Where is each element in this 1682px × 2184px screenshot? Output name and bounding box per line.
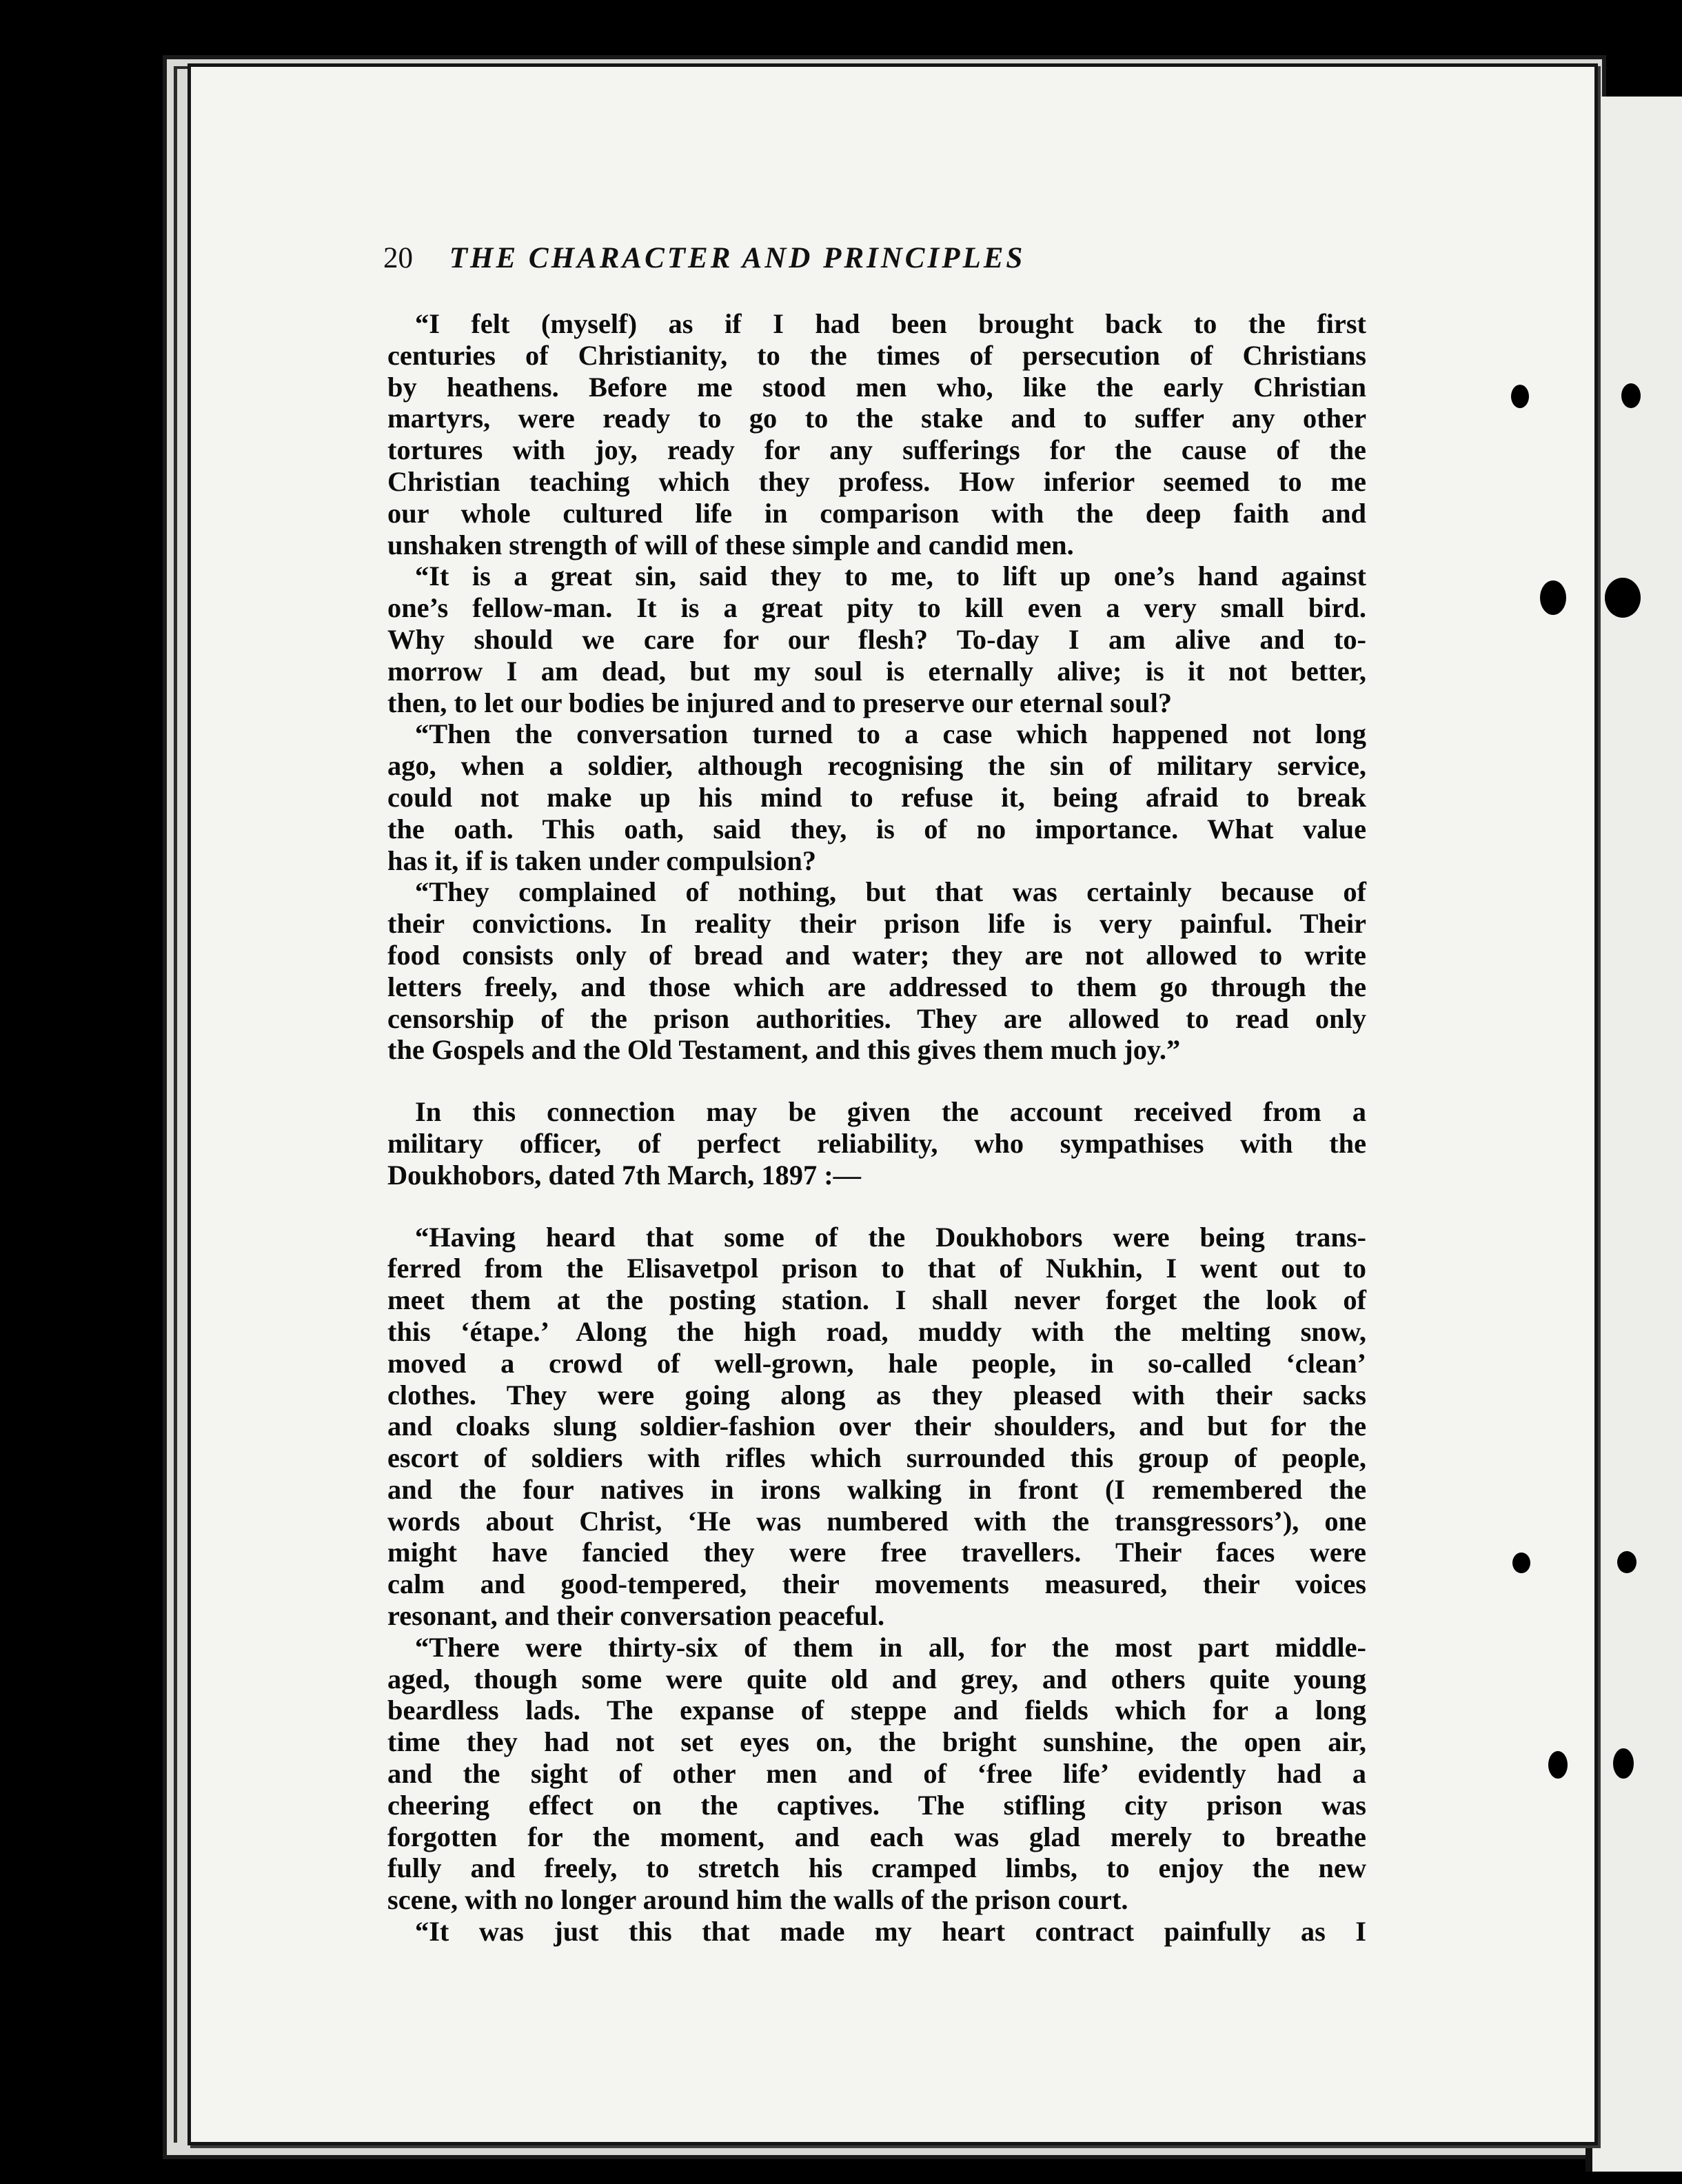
paragraph [387, 1096, 1366, 1191]
text-line: ferred from the Elisavetpol prison to that of Nukhin, I went out to [387, 1253, 1366, 1284]
text-line: meet them at the posting station. I shall never forget the look of [387, 1284, 1366, 1316]
text-line: cheering effect on the captives. The stifling city prison was [387, 1789, 1366, 1821]
text-line: words about Christ, ‘He was numbered with the transgressors’), one [387, 1505, 1366, 1537]
text-line: centuries of Christianity, to the times of persecution of Christians [387, 339, 1366, 371]
paragraph-gap [387, 1066, 1366, 1096]
body-text [387, 308, 1366, 1948]
text-line: Why should we care for our flesh? To-day I am alive and to- [387, 623, 1366, 655]
text-line: aged, though some were quite old and grey, and others quite young [387, 1663, 1366, 1695]
paragraph [387, 1916, 1366, 1948]
text-line: unshaken strength of will of these simple and candid men. [387, 529, 1074, 560]
text-line: could not make up his mind to refuse it, being afraid to break [387, 781, 1366, 813]
text-line: “Then the conversation turned to a case which happened not long [415, 718, 1366, 750]
running-header [383, 241, 1210, 283]
text-line: then, to let our bodies be injured and to preserve our eternal soul? [387, 687, 1173, 718]
text-line: beardless lads. The expanse of steppe and fields which for a long [387, 1695, 1366, 1726]
text-line: the oath. This oath, said they, is of no importance. What value [387, 813, 1366, 845]
text-line: military officer, of perfect reliability, who sympathises with the [387, 1127, 1366, 1159]
text-line: by heathens. Before me stood men who, like the early Christian [387, 371, 1366, 403]
text-line: “There were thirty-six of them in all, for the most part middle- [415, 1631, 1366, 1663]
binding-hole-2 [1621, 383, 1641, 408]
binding-hole-8 [1613, 1748, 1634, 1779]
text-line: censorship of the prison authorities. They are allowed to read only [387, 1002, 1366, 1034]
binding-hole-7 [1548, 1751, 1568, 1779]
text-line: and cloaks slung soldier-fashion over their shoulders, and but for the [387, 1410, 1366, 1442]
text-line: has it, if is taken under compulsion? [387, 845, 817, 876]
paragraph [387, 1222, 1366, 1632]
text-line: might have fancied they were free travellers. Their faces were [387, 1537, 1366, 1568]
binding-hole-3 [1540, 580, 1566, 615]
paragraph [387, 1632, 1366, 1916]
text-line: martyrs, were ready to go to the stake and to suffer any other [387, 403, 1366, 434]
paragraph [387, 308, 1366, 560]
text-line: morrow I am dead, but my soul is eternally alive; is it not better, [387, 655, 1366, 687]
text-line: In this connection may be given the account received from a [415, 1096, 1366, 1128]
text-line: resonant, and their conversation peaceful. [387, 1600, 885, 1632]
text-line: moved a crowd of well-grown, hale people, in so-called ‘clean’ [387, 1347, 1366, 1379]
text-line: “Having heard that some of the Doukhobors were being trans- [415, 1221, 1366, 1253]
text-line: “It is a great sin, said they to me, to lift up one’s hand against [415, 560, 1366, 592]
binding-hole-5 [1512, 1553, 1530, 1573]
text-line: Christian teaching which they profess. How inferior seemed to me [387, 465, 1366, 497]
text-line: the Gospels and the Old Testament, and this gives them much joy.” [387, 1034, 1181, 1066]
text-line: one’s fellow-man. It is a great pity to kill even a very small bird. [387, 592, 1366, 624]
text-line: clothes. They were going along as they pleased with their sacks [387, 1379, 1366, 1410]
text-line: “I felt (myself) as if I had been brought back to the first [415, 308, 1366, 339]
adjacent-page-edge [1585, 97, 1682, 2172]
binding-hole-4 [1605, 578, 1641, 618]
text-line: “It was just this that made my heart contract painfully as I [415, 1916, 1366, 1948]
text-line: tortures with joy, ready for any sufferings for the cause of the [387, 434, 1366, 466]
text-line: forgotten for the moment, and each was glad merely to breathe [387, 1821, 1366, 1852]
binding-hole-1 [1511, 385, 1529, 408]
text-line: escort of soldiers with rifles which surrounded this group of people, [387, 1442, 1366, 1474]
text-line: this ‘étape.’ Along the high road, muddy with the melting snow, [387, 1315, 1366, 1347]
binding-hole-6 [1617, 1551, 1637, 1573]
text-line: our whole cultured life in comparison with the deep faith and [387, 497, 1366, 529]
text-line: ago, when a soldier, although recognising the sin of military service, [387, 750, 1366, 782]
paragraph [387, 718, 1366, 876]
paragraph-gap [387, 1191, 1366, 1222]
paragraph [387, 876, 1366, 1066]
paragraph [387, 560, 1366, 718]
text-line: calm and good-tempered, their movements measured, their voices [387, 1568, 1366, 1600]
text-line: letters freely, and those which are addressed to them go through the [387, 971, 1366, 1002]
text-line: scene, with no longer around him the walls of the prison court. [387, 1884, 1128, 1916]
text-line: and the sight of other men and of ‘free life’ evidently had a [387, 1758, 1366, 1790]
text-line: and the four natives in irons walking in front (I remembered the [387, 1473, 1366, 1505]
text-line: fully and freely, to stretch his cramped limbs, to enjoy the new [387, 1852, 1366, 1884]
text-line: “They complained of nothing, but that was certainly because of [415, 876, 1366, 908]
text-line: Doukhobors, dated 7th March, 1897 :— [387, 1159, 862, 1191]
page-number: 20 [383, 242, 413, 274]
text-line: time they had not set eyes on, the bright sunshine, the open air, [387, 1726, 1366, 1758]
running-title: THE CHARACTER AND PRINCIPLES [449, 242, 1026, 274]
text-line: their convictions. In reality their prison life is very painful. Their [387, 908, 1366, 940]
text-line: food consists only of bread and water; they are not allowed to write [387, 939, 1366, 971]
